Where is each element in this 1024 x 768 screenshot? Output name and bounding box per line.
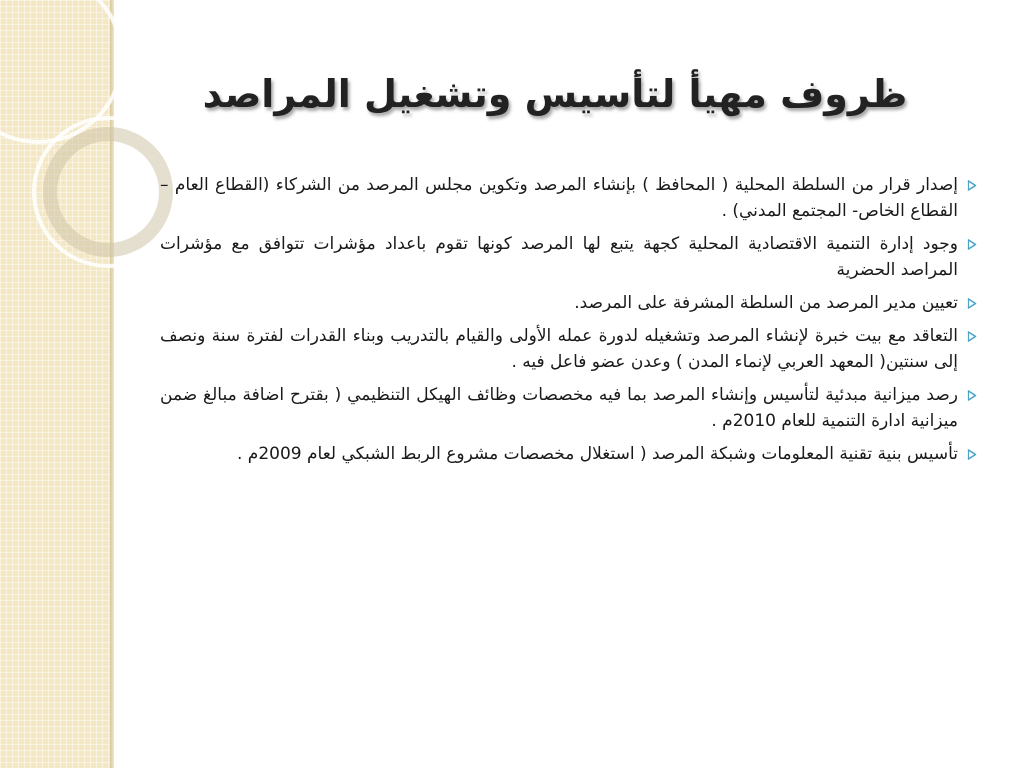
bullet-item [160, 441, 980, 467]
arrow-bullet-icon [964, 323, 980, 349]
bullet-text: وجود إدارة التنمية الاقتصادية المحلية كجهة يتبع لها المرصد كونها تقوم باعداد مؤشرات تتوافق مع مؤشرات المراصد الحضرية [160, 234, 958, 280]
bullet-text: رصد ميزانية مبدئية لتأسيس وإنشاء المرصد بما فيه مخصصات وظائف الهيكل التنظيمي ( بقترح اضافة مبالغ ضمن ميزانية ادارة التنمية للعام 2010م . [160, 385, 958, 431]
arrow-bullet-icon [964, 290, 980, 316]
bullet-item [160, 290, 980, 316]
bullet-text: التعاقد مع بيت خبرة لإنشاء المرصد وتشغيله لدورة عمله الأولى والقيام بالتدريب وبناء القدرات لفترة سنة ونصف إلى سنتين( المعهد العربي لإنماء المدن ) وعدن عضو فاعل فيه . [160, 326, 958, 372]
side-panel-edge [110, 0, 114, 768]
bullet-text: تعيين مدير المرصد من السلطة المشرفة على المرصد. [574, 293, 958, 313]
arrow-bullet-icon [964, 172, 980, 198]
bullet-text: إصدار قرار من السلطة المحلية ( المحافظ ) بإنشاء المرصد وتكوين مجلس المرصد من الشركاء (القطاع العام – القطاع الخاص- المجتمع المدني) . [160, 175, 958, 221]
bullet-item [160, 172, 980, 224]
bullet-item [160, 323, 980, 375]
arrow-bullet-icon [964, 382, 980, 408]
arrow-bullet-icon [964, 441, 980, 467]
bullet-list [160, 172, 980, 474]
slide-title: ظروف مهيأ لتأسيس وتشغيل المراصد [202, 72, 908, 116]
bullet-item [160, 231, 980, 283]
bullet-item [160, 382, 980, 434]
decorative-side-panel [0, 0, 112, 768]
arrow-bullet-icon [964, 231, 980, 257]
bullet-text: تأسيس بنية تقنية المعلومات وشبكة المرصد ( استغلال مخصصات مشروع الربط الشبكي لعام 2009م . [237, 444, 958, 464]
